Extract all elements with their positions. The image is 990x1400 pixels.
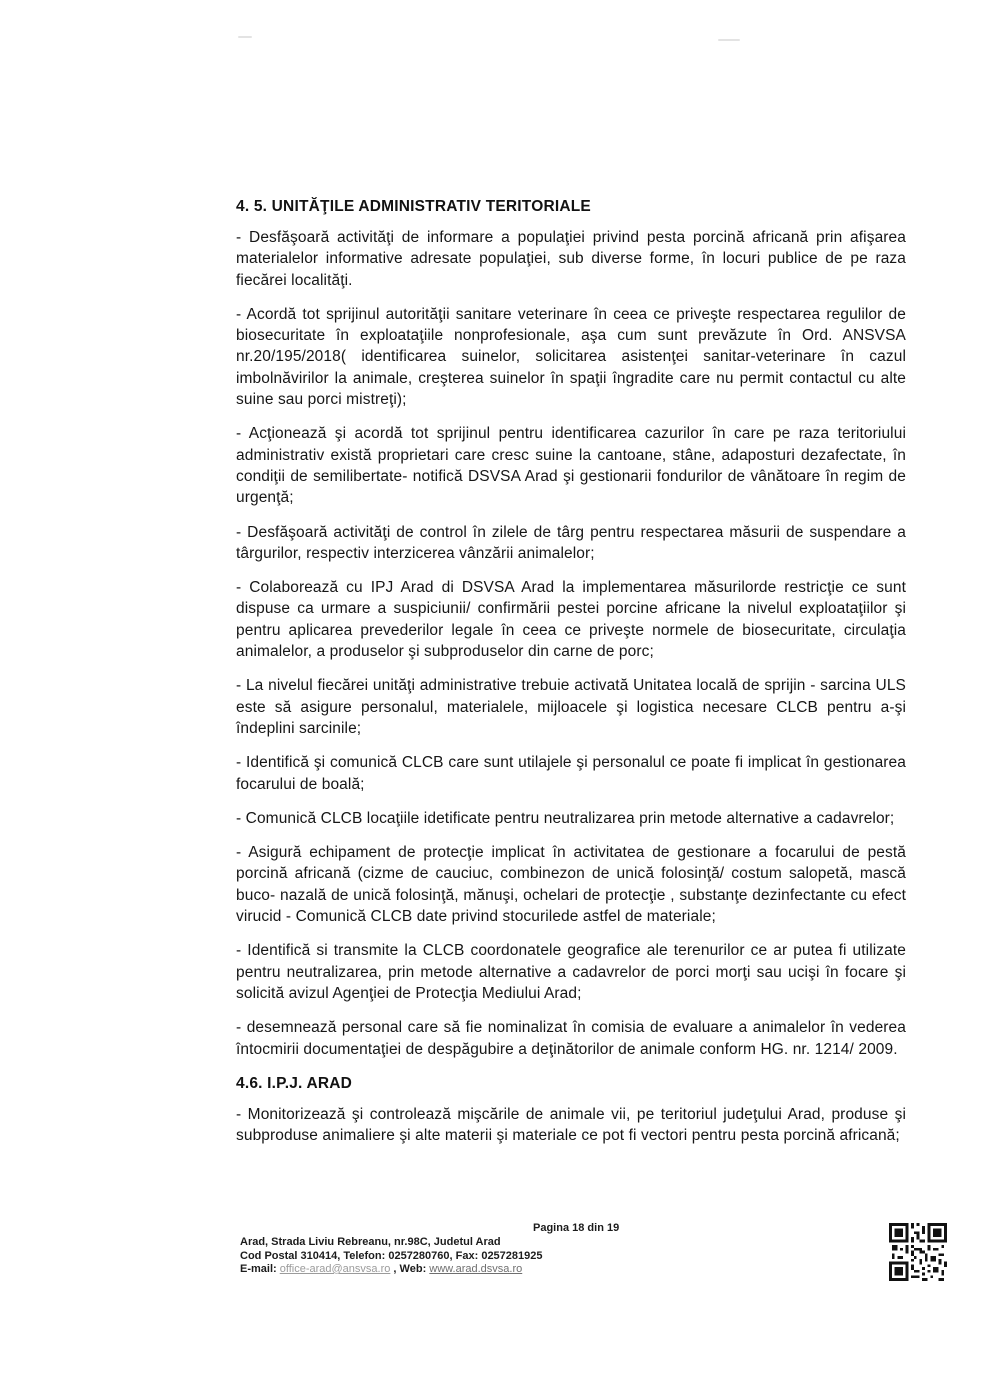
scan-artifact — [718, 39, 740, 41]
footer-address-block — [240, 1236, 543, 1277]
body-paragraph: - Monitorizează şi controlează mişcările de animale vii, pe teritoriul judeţului Arad, produse şi subproduse animaliere şi alte materii şi materiale ce pot fi vectori pentru pesta porcină africană; — [236, 1105, 906, 1145]
document-body — [236, 196, 906, 1159]
scan-artifact — [238, 36, 252, 38]
section-heading-ipj-arad: 4.6. I.P.J. ARAD — [236, 1074, 353, 1092]
body-paragraph: - Identifică si transmite la CLCB coordonatele geografice ale terenurilor ce ar putea fi utilizate pentru neutralizarea, prin metode alternative a cadavrelor de porci morţi sau ucişi în focare şi solicită avizul Agenţiei de Protecţia Mediului Arad; — [236, 942, 906, 1002]
body-paragraph: - Colaborează cu IPJ Arad di DSVSA Arad la implementarea măsurilorde restricţie ce sunt dispuse ca urmare a suspiciunii/ confirmării pestei porcine africane la nivelul exploataţiilor şi pentru aplicarea prevederilor legale în ceea ce priveşte normele de biosecuritate, circulaţia animalelor, a produselor şi subproduselor din carne de porc; — [236, 579, 906, 661]
fax-value: 0257281925 — [478, 1249, 543, 1262]
body-paragraph: - La nivelul fiecărei unităţi administrative trebuie activată Unitatea locală de sprijin - sarcina ULS este să asigure personalul, materialele, mijloacele şi logistica necesare CLCB pentru a-şi îndeplini sarcinile; — [236, 677, 906, 737]
fax-label: Fax: — [455, 1249, 479, 1262]
page-number: Pagina 18 din 19 — [533, 1222, 620, 1234]
body-paragraph: - Identifică şi comunică CLCB care sunt utilajele şi personalul ce poate fi implicat în gestionarea focarului de boală; — [236, 754, 906, 793]
qr-code-icon — [889, 1222, 947, 1282]
body-paragraph: - Desfăşoară activităţi de informare a populaţiei privind pesta porcină africană prin afişarea materialelor informative adresate populaţiei, sub diverse forme, în locuri publice de pe raza fiecărei localităţi. — [236, 229, 906, 289]
body-paragraph: - Acţionează şi acordă tot sprijinul pentru identificarea cazurilor în care pe raza teritoriului administrativ există proprietari care cresc suine la cantoane, stâne, adaposturi dezafectate, în condiţii de semilibertate- notifică DSVSA Arad şi gestionarii fondurilor de vânătoare în regim de urgenţă; — [236, 425, 906, 507]
footer-contact-line — [240, 1263, 543, 1277]
link-separator: , — [390, 1263, 400, 1275]
email-link[interactable]: office-arad@ansvsa.ro — [279, 1263, 391, 1275]
web-link[interactable]: www.arad.dsvsa.ro — [429, 1263, 523, 1275]
footer-address-line2 — [240, 1250, 543, 1264]
body-paragraph: - Comunică CLCB locaţiile idetificate pentru neutralizarea prin metode alternative a cadavrelor; — [236, 809, 895, 827]
page-footer — [0, 1218, 990, 1298]
body-paragraph: - Desfăşoară activităţi de control în zilele de târg pentru respectarea măsurii de suspendare a târgurilor, respectiv interzicerea vânzării animalelor; — [236, 523, 906, 562]
email-label: E-mail: — [240, 1263, 280, 1275]
web-label: Web: — [399, 1263, 430, 1275]
section-heading-uat: 4. 5. UNITĂŢILE ADMINISTRATIV TERITORIALE — [236, 198, 591, 215]
body-paragraph: - Asigură echipament de protecţie implicat în activitatea de gestionare a focarului de pestă porcină africană (cizme de cauciuc, combinezon de unică folosinţă/ costum salopetă, mască buco- nazală de unică folosinţă, mănuşi, ochelari de protecţie , substanţe dezinfectante cu efect virucid - Comunică CLCB date privind stocurilede astfel de materiale; — [236, 844, 906, 926]
footer-address-line1: Arad, Strada Liviu Rebreanu, nr.98C, Judetul Arad — [240, 1236, 501, 1248]
body-paragraph: - desemnează personal care să fie nominalizat în comisia de evaluare a animalelor în vederea întocmirii documentaţiei de despăgubire a deţinătorilor de animale conform HG. nr. 1214/ 2009. — [236, 1019, 906, 1058]
body-paragraph: - Acordă tot sprijinul autorităţii sanitare veterinare în ceea ce priveşte respectarea regulilor de biosecuritate în exploataţiile nonprofesionale, aşa cum sunt prevăzute în Ord. ANSVSA nr.20/195/2018( identificarea suinelor, solicitarea asistenţei sanitar-veterinare în cazul imbolnăvirilor la animale, creşterea suinelor în spaţii îngradite care nu permit contactul cu alte suine sau porci mistreţi); — [236, 305, 906, 409]
footer-postal-phone: Cod Postal 310414, Telefon: 0257280760, — [240, 1249, 456, 1262]
